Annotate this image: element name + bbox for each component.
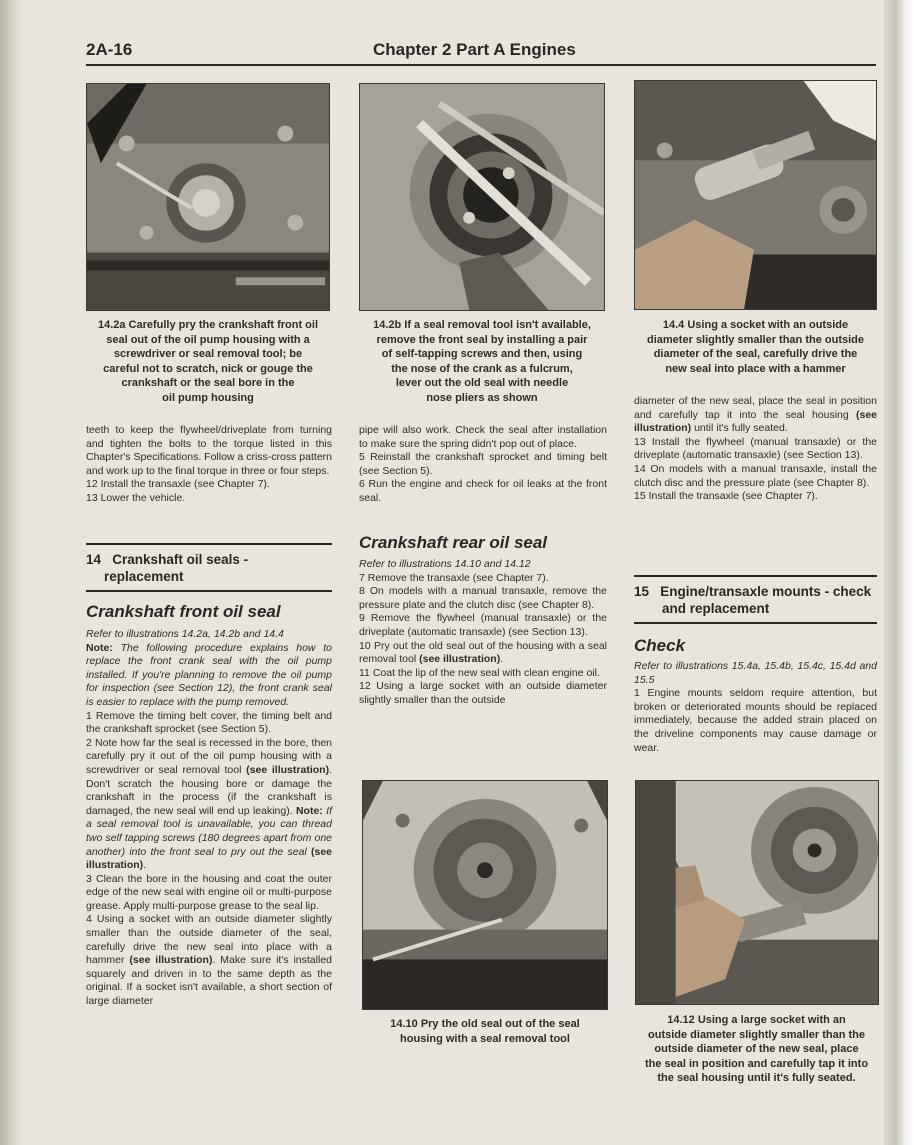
- step-paragraph: 14 On models with a manual transaxle, install the clutch disc and the pressure plate (see Chapter 8).: [634, 462, 877, 489]
- caption-line: 14.10 Pry the old seal out of the seal: [390, 1018, 580, 1030]
- photo-14-2b: [359, 83, 605, 311]
- paragraph: 13 Lower the vehicle.: [86, 491, 186, 504]
- note-label: Note:: [86, 641, 113, 654]
- caption-line: remove the front seal by installing a pair: [376, 333, 588, 346]
- check-heading: Check: [634, 636, 686, 655]
- text: 10 Pry out the old seal out of the housing with a seal removal tool: [359, 639, 607, 666]
- section-title: Crankshaft oil seals -: [112, 552, 249, 567]
- text: 4 Using a socket with an outside diameter slightly smaller than the outside diameter of the seal, carefully drive the new seal into place with a hammer: [86, 913, 332, 967]
- caption-line: crankshaft or the seal bore in the: [121, 377, 295, 389]
- caption-line: housing with a seal removal tool: [400, 1032, 570, 1045]
- step-paragraph: 3 Clean the bore in the housing and coat the outer edge of the new seal with engine oil or multi-purpose grease. Apply multi-purpose grease to the seal lip.: [86, 872, 332, 912]
- text: If a seal removal tool is unavailable, you can thread two self tapping screws (180 degrees apart from one another) into the front seal to pry out the seal: [86, 804, 332, 858]
- photo-14-2a: [86, 83, 330, 311]
- caption-14-2a: [86, 318, 330, 405]
- check-text: [634, 660, 877, 755]
- section-rule: [86, 543, 332, 545]
- caption-line: diameter of the seal, carefully drive the: [653, 348, 858, 360]
- front-seal-text: [86, 628, 332, 1009]
- note-paragraph: [86, 642, 332, 710]
- page-number: 2A-16: [86, 40, 133, 59]
- section-title: replacement: [104, 569, 184, 584]
- step-paragraph: 8 On models with a manual transaxle, remove the pressure plate and the clutch disc (see Chapter 8).: [359, 585, 607, 611]
- text: until it's fully seated.: [691, 422, 788, 435]
- caption-line: careful not to scratch, nick or gouge the: [103, 362, 313, 375]
- caption-line: 14.2a Carefully pry the crankshaft front oil: [97, 319, 319, 331]
- section-15-heading: [634, 583, 877, 617]
- front-seal-heading: Crankshaft front oil seal: [86, 602, 281, 621]
- section-title: Engine/transaxle mounts - check: [660, 584, 872, 599]
- caption-line: 14.12 Using a large socket with an: [667, 1014, 846, 1026]
- refer-line: Refer to illustrations 14.10 and 14.12: [359, 558, 531, 570]
- step-paragraph: 15 Install the transaxle (see Chapter 7).: [634, 490, 818, 503]
- caption-line: 14.2b If a seal removal tool isn't available,: [373, 319, 591, 331]
- step-paragraph: 1 Engine mounts seldom require attention, but broken or deteriorated mounts should be replaced immediately, because the added strain placed on the driveline components may cause damage or wear.: [634, 687, 877, 754]
- page-edge: [884, 0, 914, 1145]
- paragraph: 12 Install the transaxle (see Chapter 7).: [86, 478, 270, 491]
- text: 2 Note how far the seal is recessed in the bore, then carefully pry it out of the oil pump housing with a screwdriver or seal removal tool: [86, 736, 332, 776]
- note-label: Note:: [295, 804, 323, 817]
- text: . Don't scratch the housing bore or damage the crankshaft in the process (if the crankshaft is damaged, the new seal will end up leaking).: [86, 763, 332, 817]
- illustration-ref: (see illustration): [246, 763, 330, 776]
- caption-14-2b: [359, 318, 605, 405]
- section-title: and replacement: [662, 601, 770, 616]
- step-paragraph: 13 Install the flywheel (manual transaxle) or the driveplate (automatic transaxle) (see Section 13).: [634, 435, 877, 462]
- caption-line: 14.4 Using a socket with an outside: [662, 319, 849, 331]
- paragraph: 6 Run the engine and check for oil leaks at the front seal.: [359, 478, 607, 504]
- text: .: [143, 859, 147, 872]
- rear-seal-text: [359, 558, 607, 708]
- section-number: 15: [634, 584, 650, 599]
- caption-line: screwdriver or seal removal tool; be: [113, 348, 303, 360]
- paragraph: pipe will also work. Check the seal after installation to make sure the spring didn't pop out of place.: [359, 424, 607, 450]
- caption-line: seal out of the oil pump housing with a: [106, 333, 310, 346]
- caption-14-10: [362, 1017, 608, 1046]
- illustration-ref: (see illustration): [419, 653, 501, 666]
- photo-14-12: [635, 780, 879, 1005]
- section-14-heading: [86, 551, 332, 585]
- note-text: The following procedure explains how to replace the front crank seal with the oil pump installed. If you're planning to remove the oil pump for inspection (see Section 12), the front crank seal is easier to replace with the pump removed.: [86, 641, 332, 708]
- section-rule: [634, 622, 877, 624]
- col3-continued-text: [634, 395, 877, 504]
- caption-line: outside diameter of the new seal, place: [654, 1043, 859, 1055]
- page-header: [86, 40, 876, 66]
- paragraph: 5 Reinstall the crankshaft sprocket and timing belt (see Section 5).: [359, 451, 607, 477]
- caption-14-12: [634, 1013, 879, 1086]
- illustration-ref: (see illustration): [129, 954, 213, 967]
- caption-line: lever out the old seal with needle: [395, 377, 569, 389]
- text: . Make sure it's installed squarely and driven in to the same depth as the original. If a socket isn't available, a short section of large diameter: [86, 954, 332, 1008]
- col2-continued-text: [359, 424, 607, 506]
- rear-seal-heading: Crankshaft rear oil seal: [359, 533, 548, 552]
- caption-line: the nose of the crank as a fulcrum,: [391, 362, 573, 375]
- caption-line: oil pump housing: [162, 391, 254, 404]
- caption-line: new seal into place with a hammer: [665, 362, 846, 375]
- section-number: 14: [86, 552, 102, 567]
- header-rule: [86, 64, 876, 66]
- caption-line: of self-tapping screws and then, using: [381, 348, 583, 360]
- step-paragraph: [359, 640, 607, 667]
- caption-line: the seal in position and carefully tap it into: [644, 1057, 869, 1070]
- chapter-title: Chapter 2 Part A Engines: [373, 40, 576, 59]
- refer-line: Refer to illustrations 14.2a, 14.2b and 14.4: [86, 628, 284, 640]
- step-paragraph: 7 Remove the transaxle (see Chapter 7).: [359, 571, 549, 584]
- section-rule: [634, 575, 877, 577]
- illustration-ref: (see illustration): [634, 408, 877, 435]
- step-paragraph: 9 Remove the flywheel (manual transaxle) or the driveplate (automatic transaxle) (see Section 13).: [359, 612, 607, 638]
- caption-line: outside diameter slightly smaller than the: [648, 1028, 865, 1041]
- paragraph: [634, 395, 877, 436]
- caption-line: nose pliers as shown: [426, 391, 538, 404]
- text: .: [500, 653, 504, 666]
- photo-14-10: [362, 780, 608, 1010]
- step-paragraph: [86, 737, 332, 873]
- text: diameter of the new seal, place the seal in position and carefully tap it into the seal housing: [634, 395, 877, 421]
- caption-14-4: [634, 318, 877, 376]
- photo-14-4: [634, 80, 877, 310]
- col1-continued-text: [86, 424, 332, 506]
- page-binding-shadow: [0, 0, 22, 1145]
- paragraph: teeth to keep the flywheel/driveplate from turning and tighten the bolts to the torque listed in this Chapter's Specifications. Follow a criss-cross pattern and work up to the final torque in three or four steps.: [86, 424, 332, 477]
- step-paragraph: 12 Using a large socket with an outside diameter slightly smaller than the outside: [359, 680, 607, 706]
- step-paragraph: [86, 913, 332, 1008]
- section-rule: [86, 590, 332, 592]
- caption-line: diameter slightly smaller than the outside: [647, 333, 864, 346]
- caption-line: the seal housing until it's fully seated.: [657, 1072, 856, 1084]
- step-paragraph: 1 Remove the timing belt cover, the timing belt and the crankshaft sprocket (see Section 5).: [86, 709, 332, 736]
- refer-line: Refer to illustrations 15.4a, 15.4b, 15.4c, 15.4d and 15.5: [634, 660, 877, 686]
- illustration-ref: (see illustration): [86, 845, 332, 872]
- step-paragraph: 11 Coat the lip of the new seal with clean engine oil.: [359, 666, 600, 679]
